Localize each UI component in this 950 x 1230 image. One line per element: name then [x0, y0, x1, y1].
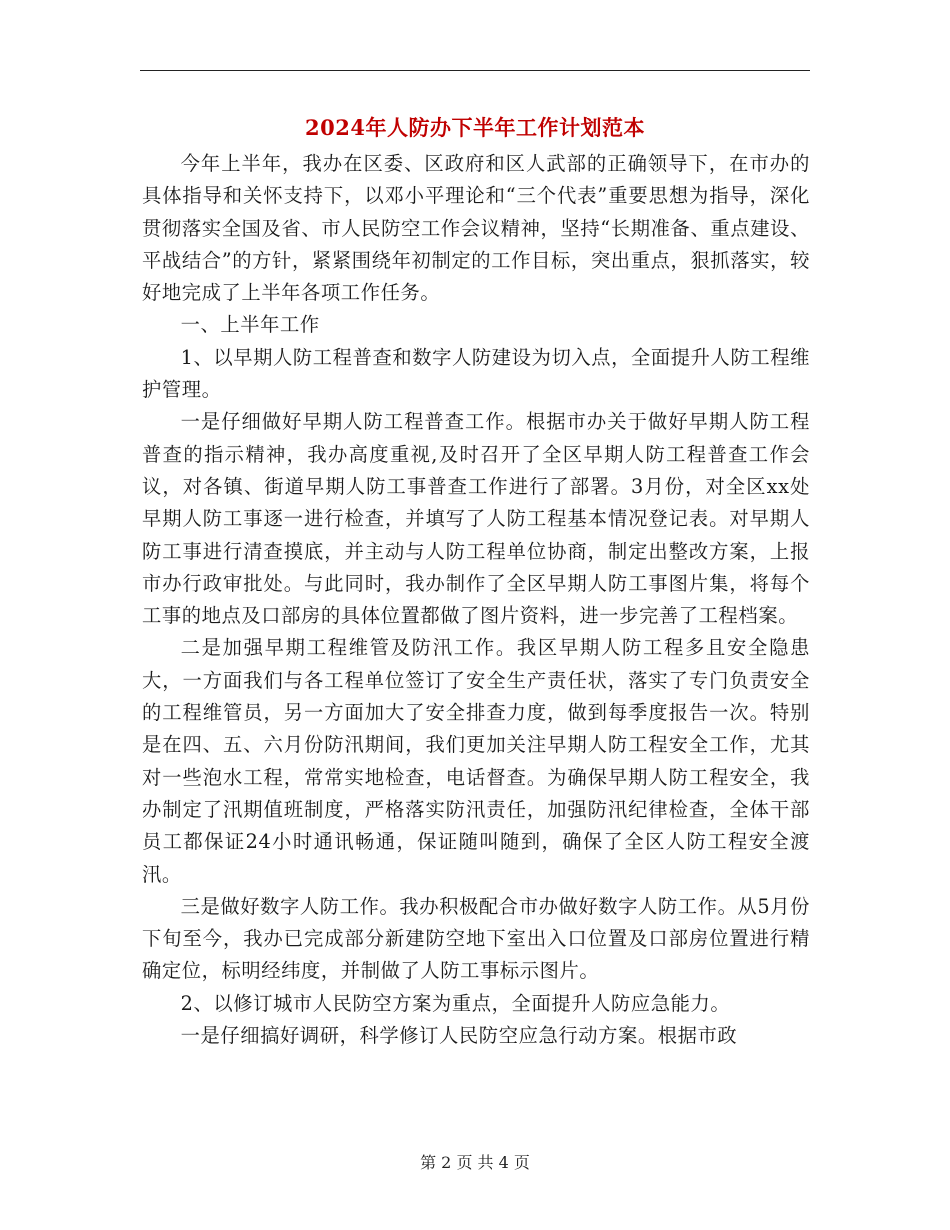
page-footer: 第 2 页 共 4 页 [420, 1153, 530, 1172]
paragraph-flood-control: 二是加强早期工程维管及防汛工作。我区早期人防工程多且安全隐患大，一方面我们与各工程单位签订了安全生产责任状，落实了专门负责安全的工程维管员，另一方面加大了安全排查力度，做到每季度报告一次。特别是在四、五、六月份防汛期间，我们更加关注早期人防工程安全工作，尤其对一些泡水工程，常常实地检查，电话督查。为确保早期人防工程安全，我办制定了汛期值班制度，严格落实防汛责任，加强防汛纪律检查，全体干部员工都保证24小时通讯畅通，保证随叫随到，确保了全区人防工程安全渡汛。 [142, 636, 810, 886]
paragraph-intro: 今年上半年，我办在区委、区政府和区人武部的正确领导下，在市办的具体指导和关怀支持下，以邓小平理论和“三个代表”重要思想为指导，深化贯彻落实全国及省、市人民防空工作会议精神，坚持“长期准备、重点建设、平战结合”的方针，紧紧围绕年初制定的工作目标，突出重点，狠抓落实，较好地完成了上半年各项工作任务。 [142, 152, 810, 305]
paragraph-digital: 三是做好数字人防工作。我办积极配合市办做好数字人防工作。从5月份下旬至今，我办已完成部分新建防空地下室出入口位置及口部房位置进行精确定位，标明经纬度，并制做了人防工事标示图片。 [142, 894, 810, 983]
paragraph-item-2: 2、以修订城市人民防空方案为重点，全面提升人防应急能力。 [180, 991, 731, 1015]
paragraph-item-1: 1、以早期人防工程普查和数字人防建设为切入点，全面提升人防工程维护管理。 [142, 345, 810, 402]
document-title: 2024年人防办下半年工作计划范本 [305, 115, 645, 140]
document-body [142, 148, 810, 1052]
header-rule [140, 70, 810, 71]
section-heading-first-half: 一、上半年工作 [180, 313, 320, 337]
paragraph-survey: 一是仔细做好早期人防工程普查工作。根据市办关于做好早期人防工程普查的指示精神，我办高度重视,及时召开了全区早期人防工程普查工作会议，对各镇、街道早期人防工事普查工作进行了部署。3月份，对全区xx处早期人防工事逐一进行检查，并填写了人防工程基本情况登记表。对早期人防工事进行清查摸底，并主动与人防工程单位协商，制定出整改方案，上报市办行政审批处。与此同时，我办制作了全区早期人防工事图片集，将每个工事的地点及口部房的具体位置都做了图片资料，进一步完善了工程档案。 [142, 410, 810, 628]
paragraph-research: 一是仔细搞好调研，科学修订人民防空应急行动方案。根据市政 [180, 1024, 738, 1048]
